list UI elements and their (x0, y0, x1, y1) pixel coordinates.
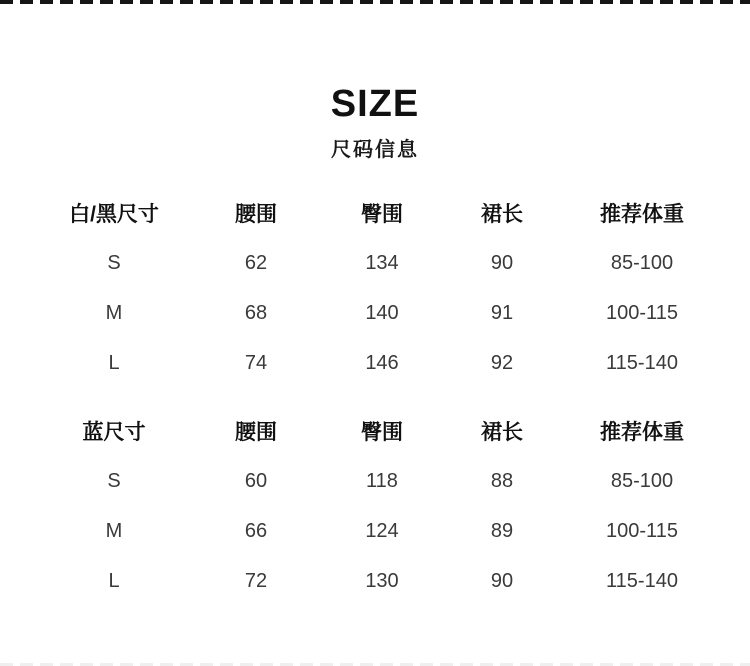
waist-value: 62 (244, 251, 268, 274)
recommended-weight-value: 100-115 (606, 519, 678, 542)
hip-value: 130 (365, 569, 399, 592)
hip-value: 146 (365, 351, 399, 374)
skirt-length-value: 90 (490, 569, 514, 592)
hip-value: 124 (365, 519, 399, 542)
skirt-length-value: 88 (490, 469, 514, 492)
recommended-weight-value: 115-140 (606, 569, 678, 592)
column-header-recommended-weight: 推荐体重 (600, 421, 684, 444)
table-row-l (38, 556, 722, 606)
waist-value: 60 (244, 469, 268, 492)
column-header-waist: 腰围 (235, 421, 277, 444)
recommended-weight-value: 115-140 (606, 351, 678, 374)
table-row-m (38, 506, 722, 556)
size-label: M (105, 301, 123, 324)
column-header-hip: 臀围 (361, 421, 403, 444)
hip-value: 118 (366, 469, 398, 492)
column-header-skirt-length: 裙长 (481, 421, 523, 444)
size-label: L (108, 569, 120, 592)
column-header-size-group: 蓝尺寸 (82, 421, 146, 444)
hip-value: 134 (365, 251, 399, 274)
skirt-length-value: 89 (490, 519, 514, 542)
hip-value: 140 (365, 301, 399, 324)
page-title: SIZE (330, 83, 420, 125)
column-header-waist: 腰围 (235, 203, 277, 226)
recommended-weight-value: 85-100 (610, 469, 674, 492)
size-table-blue (38, 406, 722, 606)
table-header-row (38, 188, 722, 238)
waist-value: 68 (244, 301, 268, 324)
page-subtitle: 尺码信息 (331, 139, 419, 161)
skirt-length-value: 90 (490, 251, 514, 274)
column-header-recommended-weight: 推荐体重 (600, 203, 684, 226)
size-table-white-black (38, 188, 722, 388)
waist-value: 66 (244, 519, 268, 542)
size-label: S (107, 469, 121, 492)
waist-value: 74 (244, 351, 268, 374)
table-row-m (38, 288, 722, 338)
table-header-row (38, 406, 722, 456)
size-label: L (108, 351, 120, 374)
size-label: S (107, 251, 121, 274)
waist-value: 72 (244, 569, 268, 592)
column-header-size-group: 白/黑尺寸 (69, 203, 159, 226)
table-row-s (38, 238, 722, 288)
table-row-s (38, 456, 722, 506)
skirt-length-value: 91 (490, 301, 514, 324)
skirt-length-value: 92 (490, 351, 514, 374)
table-row-l (38, 338, 722, 388)
column-header-skirt-length: 裙长 (481, 203, 523, 226)
recommended-weight-value: 85-100 (610, 251, 674, 274)
top-dashed-divider (0, 0, 750, 4)
column-header-hip: 臀围 (361, 203, 403, 226)
recommended-weight-value: 100-115 (606, 301, 678, 324)
size-label: M (105, 519, 123, 542)
